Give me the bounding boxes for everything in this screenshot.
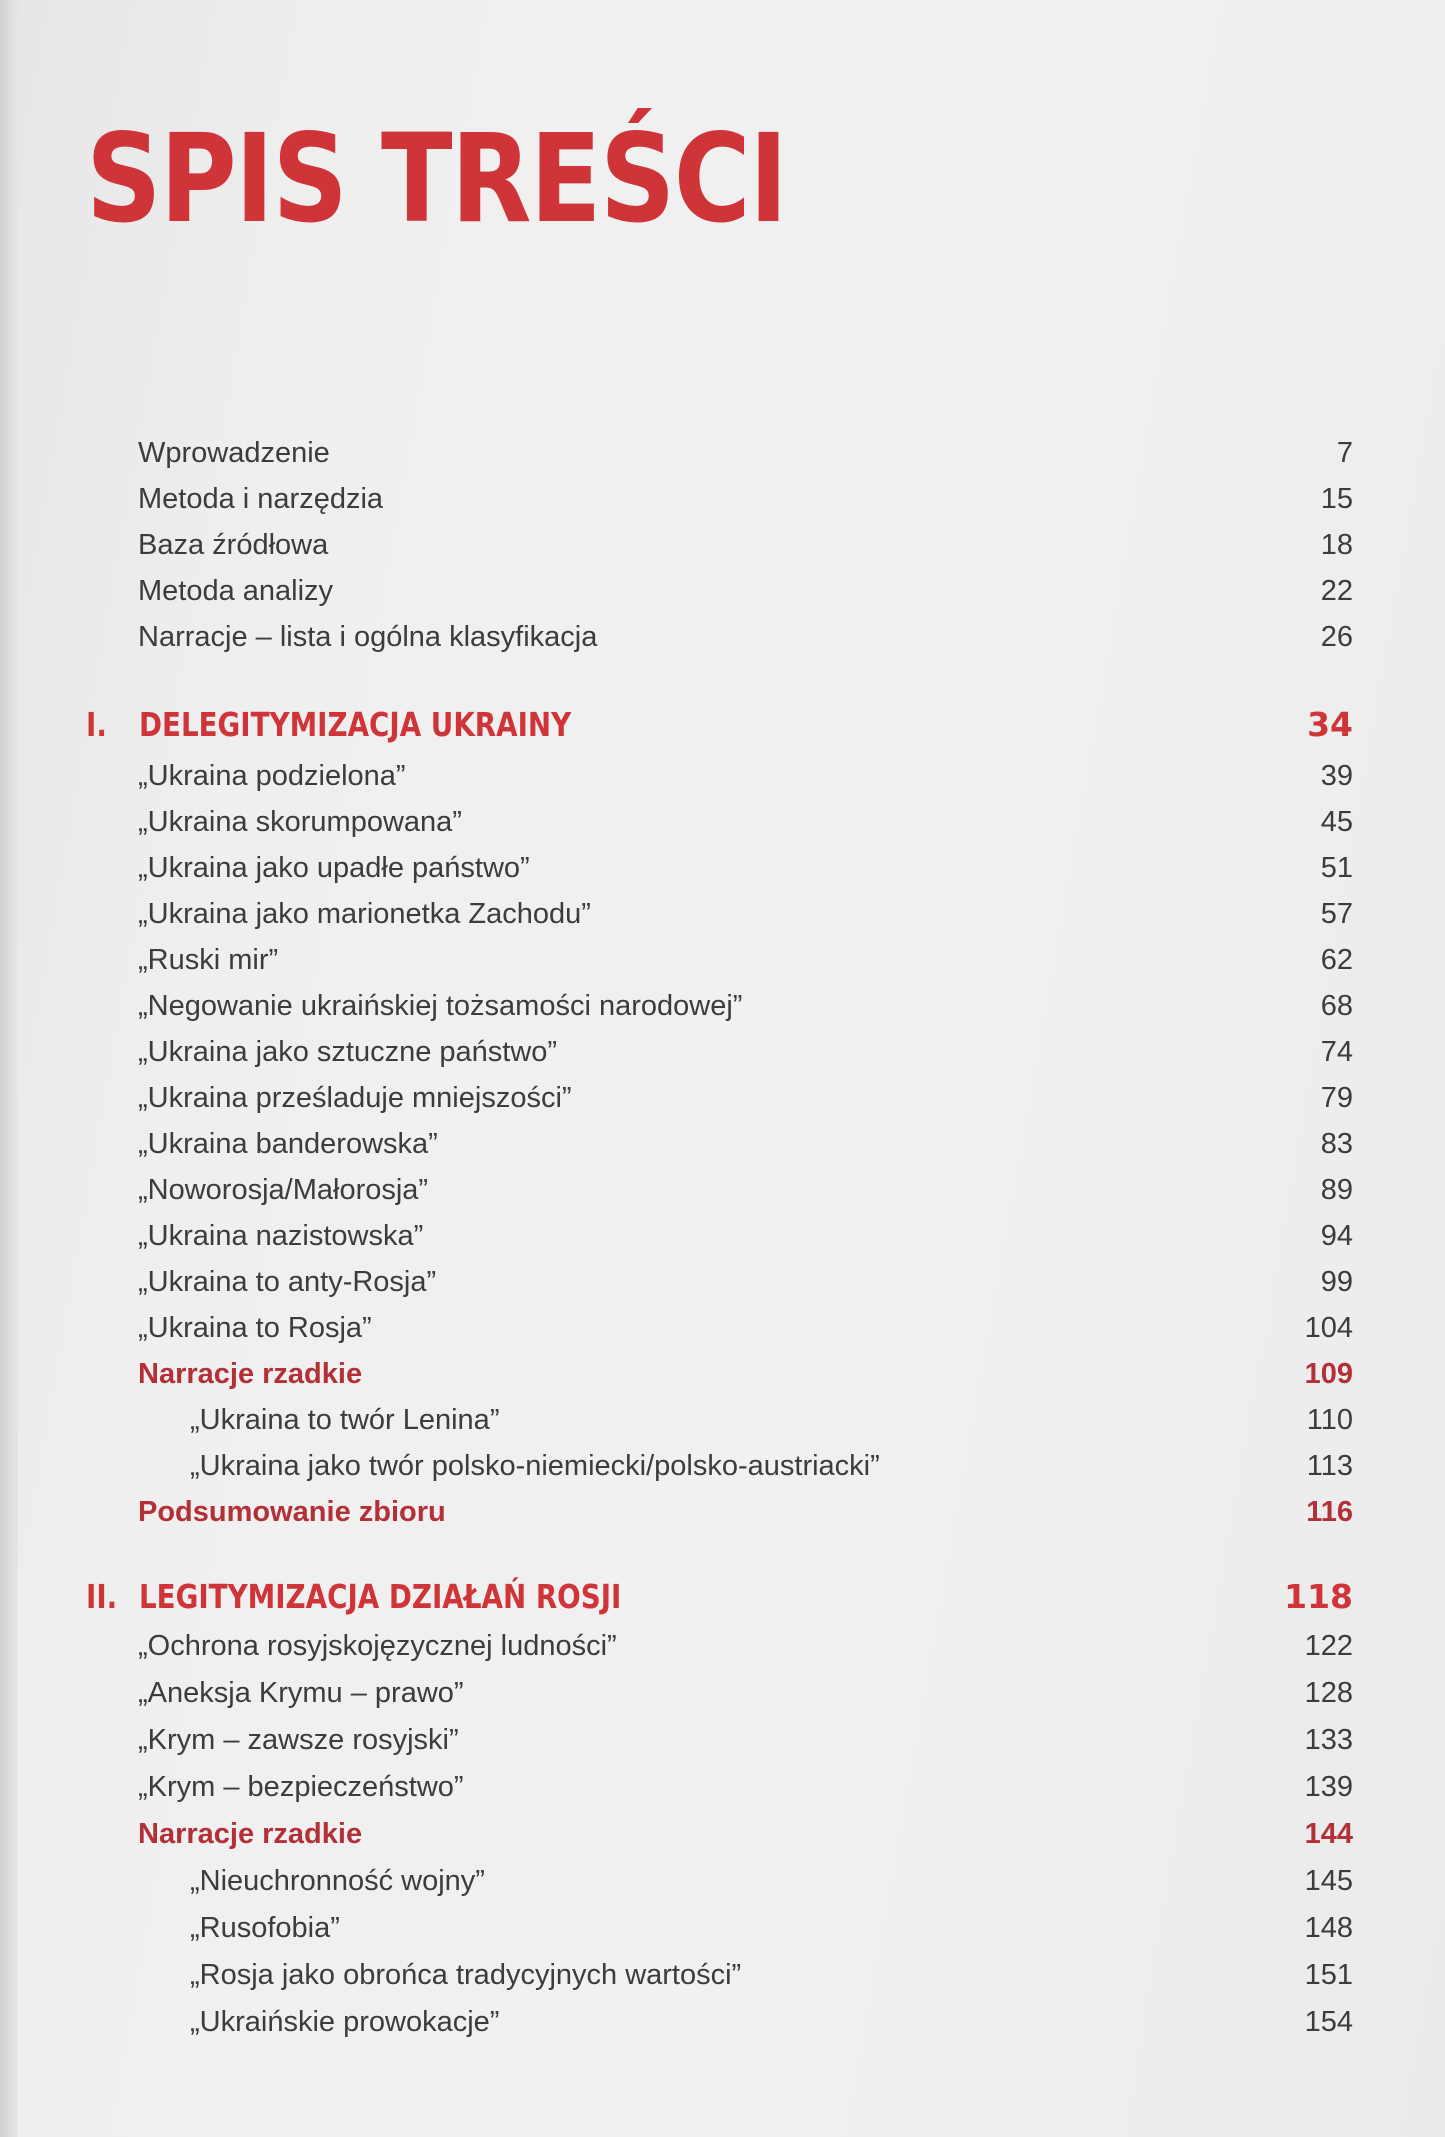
part-title: DELEGITYMIZACJA UKRAINY — [139, 705, 572, 744]
toc-entry-label: „Ukraina to anty-Rosja” — [138, 1266, 437, 1298]
toc-entry-page: 51 — [1320, 852, 1353, 884]
toc-entry-intro[interactable] — [0, 568, 1445, 614]
toc-entry-label: „Nieuchronność wojny” — [190, 1865, 485, 1897]
toc-entry-label: „Ukraina jako upadłe państwo” — [138, 852, 530, 884]
toc-subsection-label: Narracje rzadkie — [138, 1818, 363, 1850]
toc-entry[interactable] — [0, 1717, 1445, 1763]
toc-entry-page: 128 — [1304, 1677, 1353, 1709]
toc-entry-page: 113 — [1306, 1450, 1353, 1482]
toc-entry-page: 148 — [1304, 1912, 1353, 1944]
toc-subsection-rare[interactable] — [0, 1351, 1445, 1397]
toc-entry-page: 151 — [1304, 1959, 1353, 1991]
toc-entry-page: 26 — [1320, 621, 1353, 653]
toc-entry-page: 79 — [1320, 1082, 1353, 1114]
toc-entry-label: „Noworosja/Małorosja” — [138, 1174, 429, 1206]
toc-subsection-rare[interactable] — [0, 1811, 1445, 1857]
toc-entry-label: „Ochrona rosyjskojęzycznej ludności” — [138, 1630, 617, 1662]
toc-entry-nested[interactable] — [0, 1999, 1445, 2045]
toc-entry-nested[interactable] — [0, 1443, 1445, 1489]
toc-entry-page: 7 — [1336, 437, 1353, 469]
toc-entry-page: 139 — [1304, 1771, 1353, 1803]
toc-entry-label: „Ukraina skorumpowana” — [138, 806, 462, 838]
toc-entry-intro[interactable] — [0, 476, 1445, 522]
toc-entry-page: 133 — [1304, 1724, 1353, 1756]
toc-entry-label: „Negowanie ukraińskiej tożsamości narodowej” — [138, 990, 743, 1022]
toc-entry-label: „Krym – zawsze rosyjski” — [138, 1724, 459, 1756]
toc-entry-label: „Ruski mir” — [138, 944, 279, 976]
toc-entry-intro[interactable] — [0, 522, 1445, 568]
part-page: 34 — [1307, 705, 1353, 744]
toc-part-2-heading[interactable] — [0, 1574, 1445, 1620]
toc-entry-page: 94 — [1320, 1220, 1353, 1252]
toc-entry-page: 39 — [1320, 760, 1353, 792]
toc-entry-label: „Ukraina to Rosja” — [138, 1312, 372, 1344]
toc-entry-page: 83 — [1320, 1128, 1353, 1160]
toc-entry[interactable] — [0, 891, 1445, 937]
toc-entry-intro[interactable] — [0, 614, 1445, 660]
toc-subsection-label: Narracje rzadkie — [138, 1358, 363, 1390]
toc-entry-page: 110 — [1306, 1404, 1353, 1436]
toc-entry[interactable] — [0, 1075, 1445, 1121]
toc-entry-nested[interactable] — [0, 1858, 1445, 1904]
toc-entry-label: „Ukraina banderowska” — [138, 1128, 438, 1160]
toc-part-1-heading[interactable] — [0, 702, 1445, 748]
toc-entry-label: „Ukraińskie prowokacje” — [190, 2006, 500, 2038]
toc-subsection-summary[interactable] — [0, 1489, 1445, 1535]
toc-entry[interactable] — [0, 1029, 1445, 1075]
part-number: II. — [86, 1577, 118, 1616]
toc-entry[interactable] — [0, 983, 1445, 1029]
part-page: 118 — [1284, 1577, 1353, 1616]
toc-entry-nested[interactable] — [0, 1905, 1445, 1951]
toc-entry-page: 22 — [1320, 575, 1353, 607]
toc-entry-page: 68 — [1320, 990, 1353, 1022]
toc-entry-label: Baza źródłowa — [138, 529, 329, 561]
toc-entry-intro[interactable] — [0, 430, 1445, 476]
part-number: I. — [86, 705, 107, 744]
toc-entry-label: „Ukraina jako marionetka Zachodu” — [138, 898, 591, 930]
toc-entry-page: 122 — [1304, 1630, 1353, 1662]
toc-entry-page: 62 — [1320, 944, 1353, 976]
toc-entry-label: „Rusofobia” — [190, 1912, 340, 1944]
toc-entry-page: 45 — [1320, 806, 1353, 838]
toc-entry-label: Metoda i narzędzia — [138, 483, 384, 515]
toc-entry-nested[interactable] — [0, 1397, 1445, 1443]
toc-entry[interactable] — [0, 1213, 1445, 1259]
toc-entry-page: 18 — [1320, 529, 1353, 561]
toc-subsection-page: 144 — [1304, 1818, 1353, 1850]
toc-entry[interactable] — [0, 937, 1445, 983]
toc-entry-label: „Rosja jako obrońca tradycyjnych wartości” — [190, 1959, 742, 1991]
toc-entry-page: 74 — [1320, 1036, 1353, 1068]
toc-entry-label: Metoda analizy — [138, 575, 334, 607]
toc-entry-label: „Aneksja Krymu – prawo” — [138, 1677, 464, 1709]
toc-subsection-page: 109 — [1304, 1358, 1353, 1390]
toc-entry[interactable] — [0, 753, 1445, 799]
toc-entry-label: „Ukraina podzielona” — [138, 760, 406, 792]
toc-entry-label: „Ukraina to twór Lenina” — [190, 1404, 500, 1436]
toc-subsection-label: Podsumowanie zbioru — [138, 1496, 446, 1528]
toc-entry[interactable] — [0, 1670, 1445, 1716]
toc-entry-page: 104 — [1304, 1312, 1353, 1344]
toc-entry[interactable] — [0, 799, 1445, 845]
toc-entry[interactable] — [0, 845, 1445, 891]
toc-entry-label: Narracje – lista i ogólna klasyfikacja — [138, 621, 598, 653]
toc-entry-page: 145 — [1304, 1865, 1353, 1897]
toc-entry-page: 57 — [1320, 898, 1353, 930]
toc-entry[interactable] — [0, 1259, 1445, 1305]
toc-subsection-page: 116 — [1306, 1496, 1353, 1528]
toc-entry-label: Wprowadzenie — [138, 437, 330, 469]
toc-entry-page: 15 — [1320, 483, 1353, 515]
page-title: SPIS TREŚCI — [86, 108, 787, 250]
toc-entry-nested[interactable] — [0, 1952, 1445, 1998]
toc-entry-label: „Ukraina nazistowska” — [138, 1220, 424, 1252]
toc-entry-label: „Krym – bezpieczeństwo” — [138, 1771, 464, 1803]
toc-entry-page: 99 — [1320, 1266, 1353, 1298]
toc-entry-page: 154 — [1304, 2006, 1353, 2038]
toc-entry[interactable] — [0, 1305, 1445, 1351]
toc-entry-label: „Ukraina jako sztuczne państwo” — [138, 1036, 558, 1068]
toc-entry-label: „Ukraina jako twór polsko-niemiecki/polsko-austriacki” — [190, 1450, 880, 1482]
toc-entry[interactable] — [0, 1764, 1445, 1810]
toc-entry[interactable] — [0, 1623, 1445, 1669]
toc-entry[interactable] — [0, 1121, 1445, 1167]
toc-entry[interactable] — [0, 1167, 1445, 1213]
toc-entry-label: „Ukraina prześladuje mniejszości” — [138, 1082, 572, 1114]
toc-entry-page: 89 — [1320, 1174, 1353, 1206]
part-title: LEGITYMIZACJA DZIAŁAŃ ROSJI — [139, 1577, 622, 1616]
